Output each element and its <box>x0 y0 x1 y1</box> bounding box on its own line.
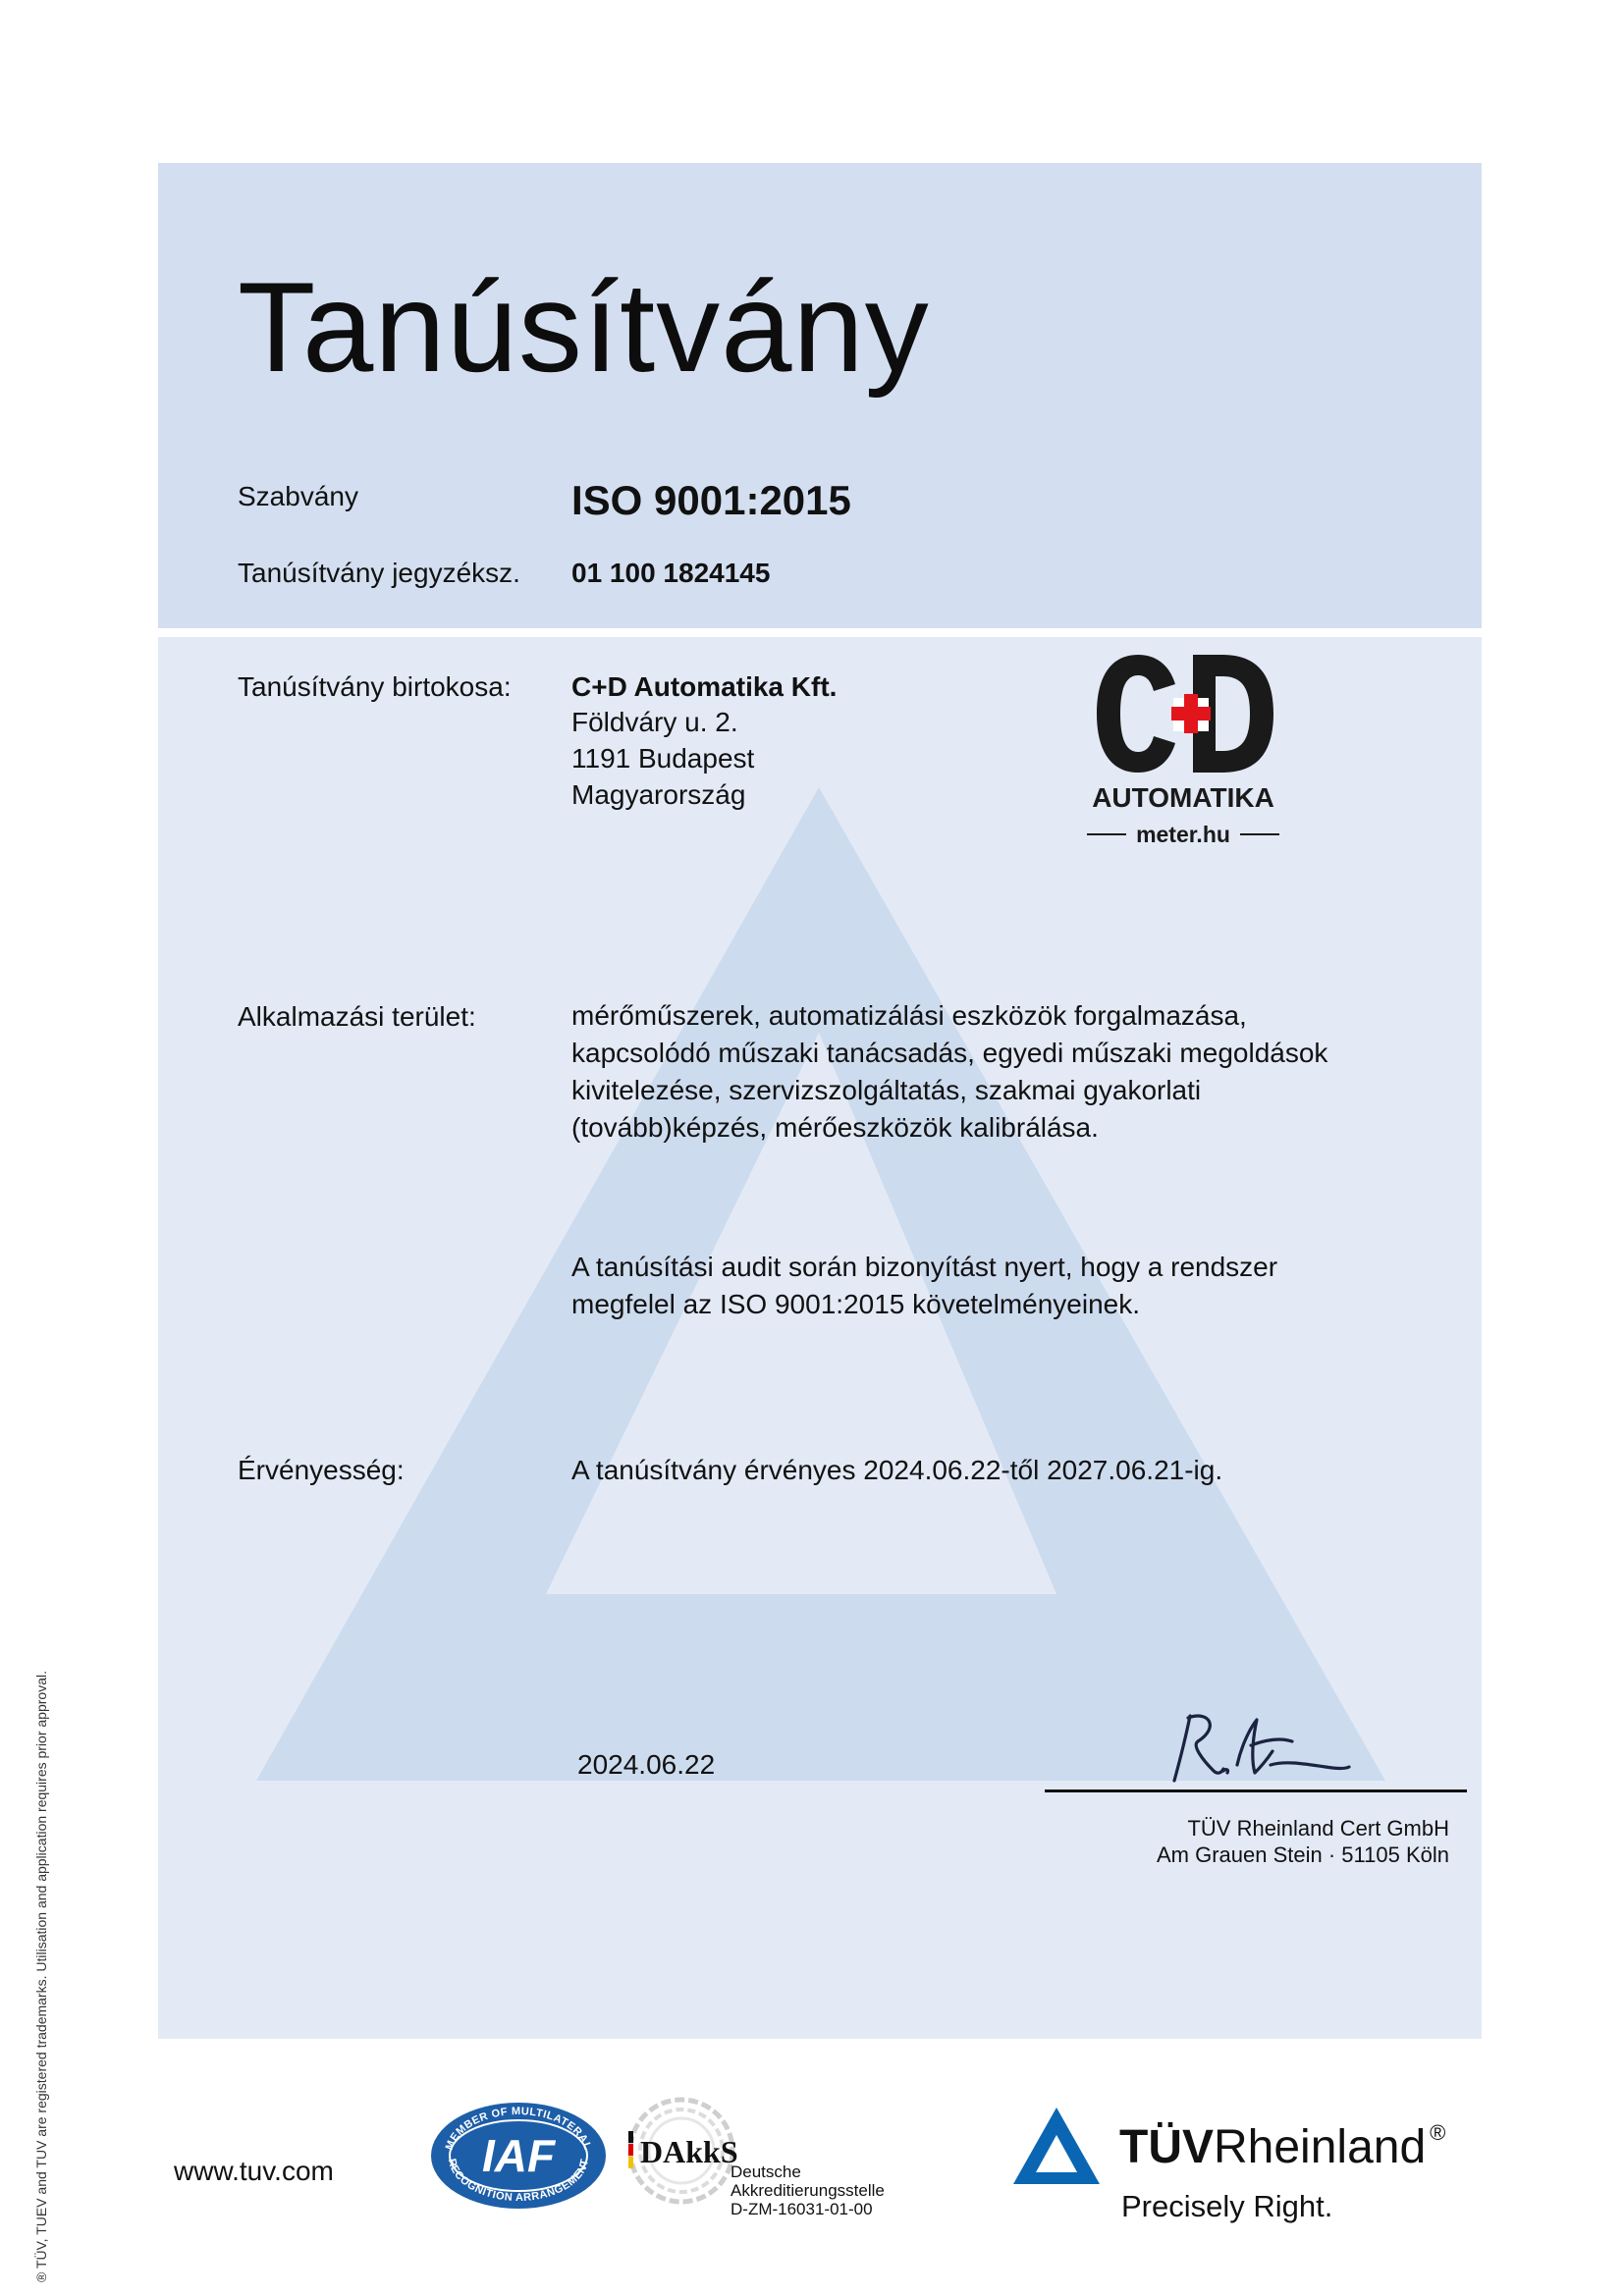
iaf-mark: IAF <box>481 2130 556 2181</box>
standard-value: ISO 9001:2015 <box>571 477 851 523</box>
trademark-note: ® TÜV, TUEV and TUV are registered trademarks. Utilisation and application requires prior approval. <box>33 1671 49 2282</box>
dakks-line-1: Deutsche <box>731 2163 801 2181</box>
signature-line <box>1045 1789 1467 1792</box>
holder-label: Tanúsítvány birtokosa: <box>238 671 512 702</box>
standard-label: Szabvány <box>238 481 358 511</box>
scope-text <box>571 997 1327 1147</box>
dakks-logo <box>624 2096 742 2206</box>
certificate-title: Tanúsítvány <box>238 255 930 399</box>
validity-value: A tanúsítvány érvényes 2024.06.22-től 2027.06.21-ig. <box>571 1455 1223 1485</box>
audit-statement <box>571 1249 1277 1323</box>
audit-statement-line: A tanúsítási audit során bizonyítást nyert, hogy a rendszer <box>571 1252 1278 1282</box>
scope-line: mérőműszerek, automatizálási eszközök forgalmazása, <box>571 1000 1247 1031</box>
holder-address-city: 1191 Budapest <box>571 743 755 774</box>
dakks-accreditation-number: D-ZM-16031-01-00 <box>731 2200 873 2218</box>
signature <box>1168 1708 1355 1789</box>
holder-address-street: Földváry u. 2. <box>571 707 738 737</box>
tuv-triangle-icon <box>1011 2106 1102 2186</box>
holder-name: C+D Automatika Kft. <box>571 671 838 702</box>
scope-label: Alkalmazási terület: <box>238 1001 476 1032</box>
tuv-wordmark-registered: ® <box>1430 2120 1446 2145</box>
tuv-rheinland-wordmark <box>1119 2120 1445 2174</box>
issuer-name: TÜV Rheinland Cert GmbH <box>1187 1816 1449 1841</box>
issue-date: 2024.06.22 <box>577 1749 716 1780</box>
cd-automatika-logo <box>1085 643 1281 849</box>
svg-text:MEMBER OF MULTILATERAL: MEMBER OF MULTILATERAL <box>443 2105 594 2152</box>
holder-address-country: Magyarország <box>571 779 746 810</box>
tuv-slogan: Precisely Right. <box>1121 2189 1333 2223</box>
svg-text:RECOGNITION ARRANGEMENT: RECOGNITION ARRANGEMENT <box>445 2158 592 2205</box>
iaf-mla-logo <box>429 2101 608 2211</box>
dakks-mark: DAkkS <box>640 2134 738 2169</box>
cd-logo-mark <box>1097 655 1273 773</box>
issuer-address: Am Grauen Stein · 51105 Köln <box>1157 1842 1449 1867</box>
audit-statement-line: megfelel az ISO 9001:2015 követelményeinek. <box>571 1289 1141 1319</box>
registration-number: 01 100 1824145 <box>571 558 771 588</box>
scope-line: kapcsolódó műszaki tanácsadás, egyedi műszaki megoldások <box>571 1038 1328 1068</box>
tuv-wordmark-rest: Rheinland <box>1214 2121 1427 2173</box>
validity-label: Érvényesség: <box>238 1455 405 1485</box>
website-link[interactable]: www.tuv.com <box>174 2156 334 2186</box>
scope-line: kivitelezése, szervizszolgáltatás, szakmai gyakorlati <box>571 1075 1202 1105</box>
tuv-wordmark-bold: TÜV <box>1119 2121 1214 2173</box>
company-logo-name: AUTOMATIKA <box>1092 782 1274 813</box>
scope-line: (tovább)képzés, mérőeszközök kalibrálása. <box>571 1112 1099 1143</box>
company-logo-web: meter.hu <box>1136 822 1230 847</box>
registration-label: Tanúsítvány jegyzéksz. <box>238 558 520 588</box>
dakks-line-2: Akkreditierungsstelle <box>731 2181 885 2200</box>
